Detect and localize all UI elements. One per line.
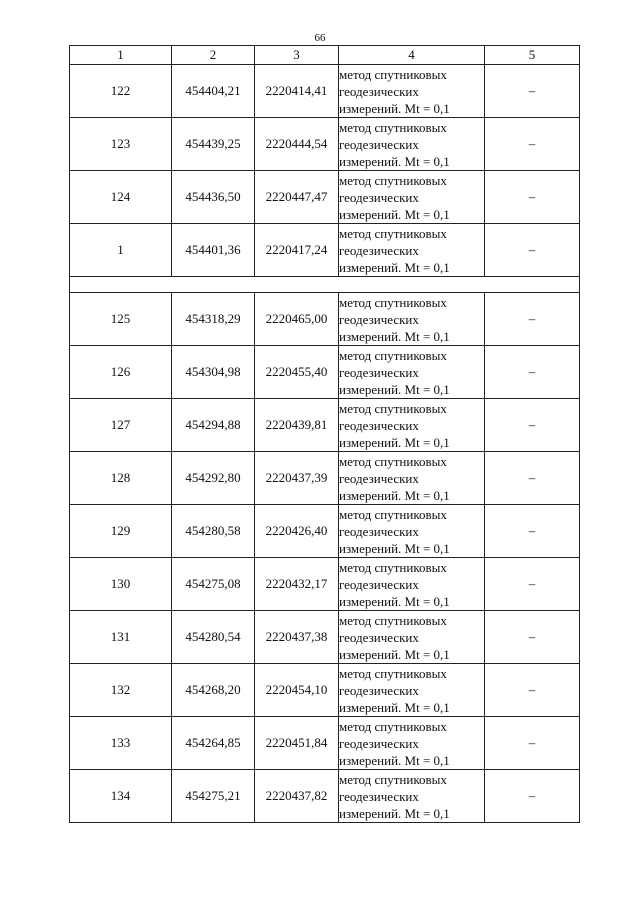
method-line: метод спутниковых xyxy=(339,66,447,82)
x-coordinate: 454439,25 xyxy=(172,118,255,171)
coordinates-table xyxy=(69,45,580,823)
method-line: метод спутниковых xyxy=(339,559,447,575)
x-coordinate: 454294,88 xyxy=(172,399,255,452)
y-coordinate: 2220432,17 xyxy=(255,558,339,611)
method-line: измерений. Mt = 0,1 xyxy=(339,434,450,450)
y-coordinate: 2220454,10 xyxy=(255,664,339,717)
note-cell: – xyxy=(485,399,580,452)
point-number: 132 xyxy=(70,664,172,717)
method-line: измерений. Mt = 0,1 xyxy=(339,328,450,344)
point-number: 127 xyxy=(70,399,172,452)
point-number: 129 xyxy=(70,505,172,558)
y-coordinate: 2220439,81 xyxy=(255,399,339,452)
x-coordinate: 454292,80 xyxy=(172,452,255,505)
note-cell: – xyxy=(485,293,580,346)
method-line: метод спутниковых xyxy=(339,506,447,522)
method-line: измерений. Mt = 0,1 xyxy=(339,752,450,768)
note-cell: – xyxy=(485,717,580,770)
table-row xyxy=(70,770,580,823)
method-line: измерений. Mt = 0,1 xyxy=(339,699,450,715)
y-coordinate: 2220426,40 xyxy=(255,505,339,558)
table-row xyxy=(70,118,580,171)
method-line: геодезических xyxy=(339,189,419,205)
method-line: геодезических xyxy=(339,788,419,804)
column-header: 4 xyxy=(339,46,485,65)
note-cell: – xyxy=(485,770,580,823)
point-number: 126 xyxy=(70,346,172,399)
x-coordinate: 454280,58 xyxy=(172,505,255,558)
method-description xyxy=(339,346,485,399)
x-coordinate: 454436,50 xyxy=(172,171,255,224)
point-number: 128 xyxy=(70,452,172,505)
table-row xyxy=(70,399,580,452)
table-row xyxy=(70,664,580,717)
method-line: геодезических xyxy=(339,83,419,99)
x-coordinate: 454304,98 xyxy=(172,346,255,399)
column-header: 1 xyxy=(70,46,172,65)
method-description xyxy=(339,171,485,224)
table-row xyxy=(70,293,580,346)
note-cell: – xyxy=(485,346,580,399)
method-line: измерений. Mt = 0,1 xyxy=(339,153,450,169)
method-description xyxy=(339,664,485,717)
method-line: геодезических xyxy=(339,523,419,539)
y-coordinate: 2220455,40 xyxy=(255,346,339,399)
header-row xyxy=(70,46,580,65)
method-line: геодезических xyxy=(339,735,419,751)
method-line: геодезических xyxy=(339,576,419,592)
method-description xyxy=(339,558,485,611)
y-coordinate: 2220414,41 xyxy=(255,65,339,118)
method-line: метод спутниковых xyxy=(339,172,447,188)
table-row xyxy=(70,717,580,770)
method-line: метод спутниковых xyxy=(339,294,447,310)
method-description xyxy=(339,118,485,171)
method-description xyxy=(339,293,485,346)
method-line: измерений. Mt = 0,1 xyxy=(339,805,450,821)
method-line: геодезических xyxy=(339,682,419,698)
table-row xyxy=(70,452,580,505)
x-coordinate: 454264,85 xyxy=(172,717,255,770)
method-description xyxy=(339,224,485,277)
method-line: геодезических xyxy=(339,136,419,152)
x-coordinate: 454275,08 xyxy=(172,558,255,611)
method-description xyxy=(339,65,485,118)
method-line: метод спутниковых xyxy=(339,612,447,628)
y-coordinate: 2220437,39 xyxy=(255,452,339,505)
y-coordinate: 2220451,84 xyxy=(255,717,339,770)
method-line: метод спутниковых xyxy=(339,771,447,787)
x-coordinate: 454268,20 xyxy=(172,664,255,717)
method-line: измерений. Mt = 0,1 xyxy=(339,646,450,662)
y-coordinate: 2220465,00 xyxy=(255,293,339,346)
point-number: 124 xyxy=(70,171,172,224)
method-line: геодезических xyxy=(339,311,419,327)
method-line: измерений. Mt = 0,1 xyxy=(339,206,450,222)
method-description xyxy=(339,505,485,558)
method-line: измерений. Mt = 0,1 xyxy=(339,540,450,556)
method-line: измерений. Mt = 0,1 xyxy=(339,487,450,503)
column-header: 5 xyxy=(485,46,580,65)
method-line: метод спутниковых xyxy=(339,665,447,681)
method-description xyxy=(339,717,485,770)
point-number: 123 xyxy=(70,118,172,171)
method-description xyxy=(339,611,485,664)
method-line: метод спутниковых xyxy=(339,119,447,135)
method-line: метод спутниковых xyxy=(339,718,447,734)
method-line: измерений. Mt = 0,1 xyxy=(339,259,450,275)
point-number: 133 xyxy=(70,717,172,770)
method-line: метод спутниковых xyxy=(339,225,447,241)
x-coordinate: 454401,36 xyxy=(172,224,255,277)
method-line: геодезических xyxy=(339,417,419,433)
y-coordinate: 2220437,38 xyxy=(255,611,339,664)
x-coordinate: 454275,21 xyxy=(172,770,255,823)
method-description xyxy=(339,399,485,452)
y-coordinate: 2220437,82 xyxy=(255,770,339,823)
separator-row xyxy=(70,277,580,293)
method-line: геодезических xyxy=(339,364,419,380)
table-row xyxy=(70,346,580,399)
y-coordinate: 2220447,47 xyxy=(255,171,339,224)
y-coordinate: 2220417,24 xyxy=(255,224,339,277)
method-description xyxy=(339,452,485,505)
table-row xyxy=(70,611,580,664)
page-number: 66 xyxy=(314,32,326,44)
note-cell: – xyxy=(485,452,580,505)
method-line: метод спутниковых xyxy=(339,347,447,363)
point-number: 130 xyxy=(70,558,172,611)
note-cell: – xyxy=(485,558,580,611)
x-coordinate: 454404,21 xyxy=(172,65,255,118)
note-cell: – xyxy=(485,505,580,558)
note-cell: – xyxy=(485,664,580,717)
point-number: 131 xyxy=(70,611,172,664)
note-cell: – xyxy=(485,118,580,171)
note-cell: – xyxy=(485,65,580,118)
note-cell: – xyxy=(485,611,580,664)
method-line: метод спутниковых xyxy=(339,453,447,469)
method-line: измерений. Mt = 0,1 xyxy=(339,100,450,116)
point-number: 1 xyxy=(70,224,172,277)
method-line: измерений. Mt = 0,1 xyxy=(339,381,450,397)
x-coordinate: 454280,54 xyxy=(172,611,255,664)
method-line: метод спутниковых xyxy=(339,400,447,416)
separator-cell xyxy=(70,277,580,293)
table-row xyxy=(70,171,580,224)
method-line: геодезических xyxy=(339,629,419,645)
column-header: 3 xyxy=(255,46,339,65)
table-body xyxy=(70,65,580,823)
note-cell: – xyxy=(485,224,580,277)
point-number: 122 xyxy=(70,65,172,118)
method-line: геодезических xyxy=(339,470,419,486)
table-row xyxy=(70,505,580,558)
point-number: 125 xyxy=(70,293,172,346)
method-line: геодезических xyxy=(339,242,419,258)
column-header: 2 xyxy=(172,46,255,65)
table-row xyxy=(70,558,580,611)
x-coordinate: 454318,29 xyxy=(172,293,255,346)
table-row xyxy=(70,224,580,277)
table-row xyxy=(70,65,580,118)
method-description xyxy=(339,770,485,823)
y-coordinate: 2220444,54 xyxy=(255,118,339,171)
point-number: 134 xyxy=(70,770,172,823)
method-line: измерений. Mt = 0,1 xyxy=(339,593,450,609)
note-cell: – xyxy=(485,171,580,224)
